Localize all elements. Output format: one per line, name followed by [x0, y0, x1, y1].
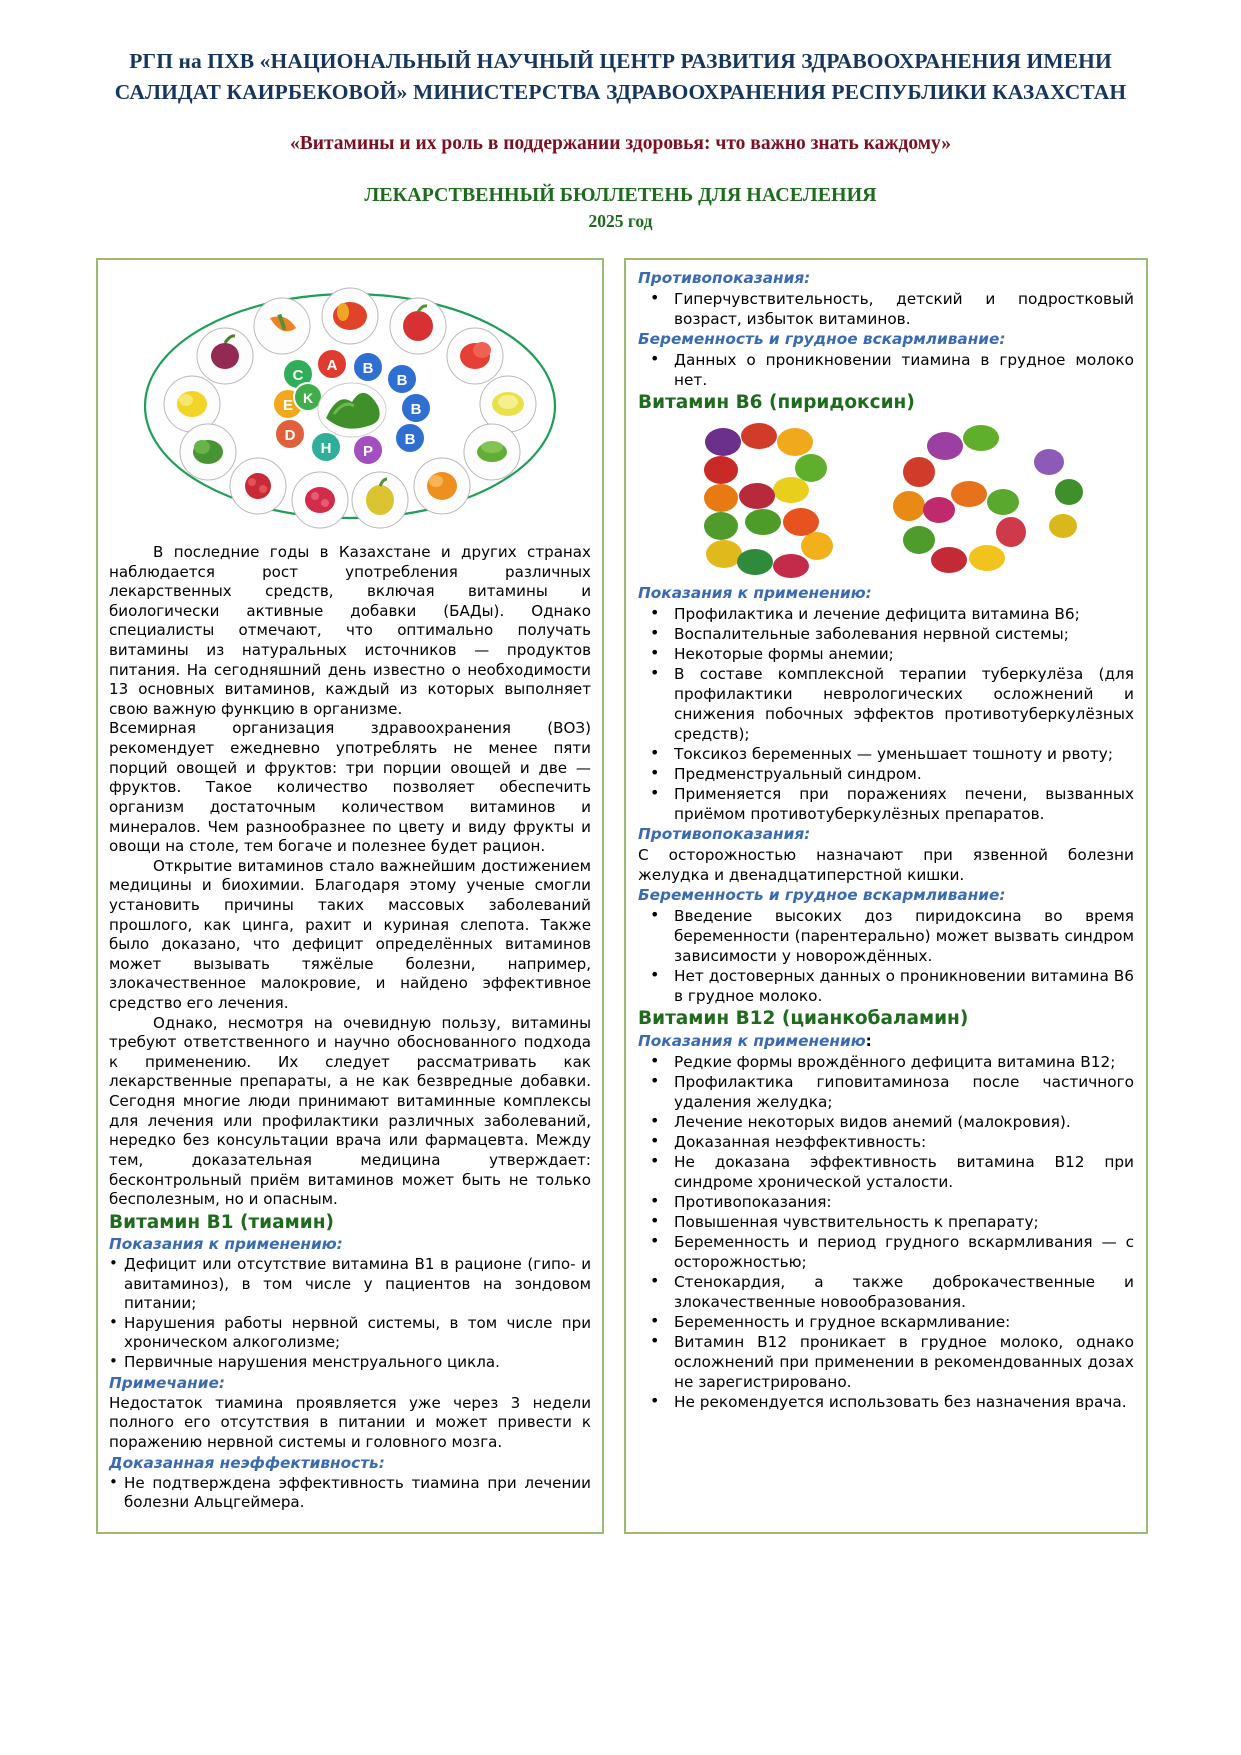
- list-item: • Применяется при поражениях печени, вызванных приёмом противотуберкулёзных препаратов.: [638, 784, 1134, 824]
- list-item: • Воспалительные заболевания нервной системы;: [638, 624, 1134, 644]
- content-columns: [96, 258, 1148, 1534]
- list-item: • Лечение некоторых видов анемий (малокровия).: [638, 1112, 1134, 1132]
- list-item: • Не подтверждена эффективность тиамина при лечении болезни Альцгеймера.: [109, 1474, 591, 1513]
- b1-ineffectiveness-label: Доказанная неэффективность:: [109, 1453, 385, 1472]
- b6-pregnancy-list: [638, 906, 1134, 1006]
- svg-text:E: E: [282, 397, 294, 414]
- list-item: • Противопоказания:: [638, 1192, 1134, 1212]
- list-item: • Токсикоз беременных — уменьшает тошноту и рвоту;: [638, 744, 1134, 764]
- list-item: • Данных о проникновении тиамина в грудное молоко нет.: [638, 350, 1134, 390]
- svg-text:P: P: [362, 443, 374, 460]
- b6-contraindications-text: С осторожностью назначают при язвенной болезни желудка и двенадцатиперстной кишки.: [638, 846, 1134, 885]
- list-item: • Повышенная чувствительность к препарату;: [638, 1212, 1134, 1232]
- organization-title: РГП на ПХВ «НАЦИОНАЛЬНЫЙ НАУЧНЫЙ ЦЕНТР РАЗВИТИЯ ЗДРАВООХРАНЕНИЯ ИМЕНИ САЛИДАТ КАИРБЕКОВОЙ» МИНИСТЕРСТВА ЗДРАВООХРАНЕНИЯ РЕСПУБЛИКИ КАЗАХСТАН: [114, 49, 1127, 105]
- list-item: • Введение высоких доз пиридоксина во время беременности (парентерально) может вызвать синдром зависимости у новорождённых.: [638, 906, 1134, 966]
- page-header: [0, 0, 1241, 232]
- intro-paragraph-3: Открытие витаминов стало важнейшим достижением медицины и биохимии. Благодаря этому ученые смогли установить причины таких массовых заболеваний прошлого, как цинга, рахит и куриная слепота. Также было доказано, что дефицит определённых витаминов может вызывать тяжёлые болезни, например, злокачественное малокровие, и найдено эффективное средство его лечения.: [109, 856, 591, 1013]
- svg-text:K: K: [302, 390, 314, 406]
- bulletin-topic: «Витамины и их роль в поддержании здоровья: что важно знать каждому»: [290, 133, 951, 155]
- b1-note-text: Недостаток тиамина проявляется уже через 3 недели полного его отсутствия в питании и может привести к поражению нервной системы и головного мозга.: [109, 1393, 591, 1451]
- svg-text:C: C: [292, 367, 304, 384]
- vitamin-b12-heading: Витамин В12 (цианкобаламин): [638, 1008, 969, 1030]
- b1-ineffectiveness-list: [109, 1474, 591, 1513]
- b6-food-letters-svg: [651, 418, 1121, 578]
- b1-pregnancy-list: [638, 350, 1134, 390]
- b1-pregnancy-label: Беременность и грудное вскармливание:: [638, 330, 1006, 349]
- list-item: • Не доказана эффективность витамина В12 при синдроме хронической усталости.: [638, 1152, 1134, 1192]
- svg-text:D: D: [284, 427, 296, 444]
- vitamin-b6-heading: Витамин В6 (пиридоксин): [638, 392, 915, 414]
- b12-indications-label: [638, 1032, 1134, 1051]
- svg-text:A: A: [326, 357, 338, 374]
- b6-indications-list: [638, 604, 1134, 824]
- list-item: • Некоторые формы анемии;: [638, 644, 1134, 664]
- list-item: • Дефицит или отсутствие витамина В1 в рационе (гипо- и авитаминоз), в том числе у пациентов на зондовом питании;: [109, 1255, 591, 1314]
- list-item: • Гиперчувствительность, детский и подростковый возраст, избыток витаминов.: [638, 289, 1134, 329]
- list-item: • Беременность и грудное вскармливание:: [638, 1312, 1134, 1332]
- list-item: • Витамин В12 проникает в грудное молоко, однако осложнений при применении в рекомендованных дозах не зарегистрировано.: [638, 1332, 1134, 1392]
- right-column-frame: [624, 258, 1148, 1534]
- bulletin-year: 2025 год: [588, 210, 653, 231]
- svg-text:H: H: [320, 440, 332, 457]
- b12-items-list: [638, 1052, 1134, 1413]
- intro-paragraph-2: Всемирная организация здравоохранения (ВОЗ) рекомендует ежедневно употреблять не менее пяти порций овощей и фруктов: три порции овощей и две — фруктов. Такое количество позволяет обеспечить организм достаточным количеством витаминов и минералов. Чем разнообразнее по цвету и виду фрукты и овощи на столе, тем богаче и полезнее будет рацион.: [109, 719, 591, 856]
- bulletin-kind: ЛЕКАРСТВЕННЫЙ БЮЛЛЕТЕНЬ ДЛЯ НАСЕЛЕНИЯ: [364, 183, 877, 206]
- intro-paragraph-1: В последние годы в Казахстане и других странах наблюдается рост употребления различных лекарственных средств, включая витамины и биологически активные добавки (БАДы). Однако специалисты отмечают, что оптимально получать витамины из натуральных источников — продуктов питания. На сегодняшний день известно о необходимости 13 основных витаминов, каждый из которых выполняет свою важную функцию в организме.: [109, 543, 591, 718]
- list-item: • Не рекомендуется использовать без назначения врача.: [638, 1392, 1134, 1412]
- b1-contraindications-label: Противопоказания:: [638, 269, 811, 287]
- b12-indications-label-text: Показания к применению: [638, 1031, 866, 1050]
- b1-contraindications-list: [638, 289, 1134, 329]
- b6-indications-label: Показания к применению:: [638, 583, 872, 602]
- list-item: • Первичные нарушения менструального цикла.: [109, 1353, 591, 1373]
- b6-contraindications-label: Противопоказания:: [638, 824, 811, 843]
- list-item: • В составе комплексной терапии туберкулёза (для профилактики неврологических осложнений и снижения побочных эффектов противотуберкулёзных средств);: [638, 664, 1134, 744]
- list-item: • Стенокардия, а также доброкачественные и злокачественные новообразования.: [638, 1272, 1134, 1312]
- b6-food-letters-image: [638, 418, 1134, 578]
- b6-pregnancy-label: Беременность и грудное вскармливание:: [638, 886, 1006, 905]
- list-item: • Нарушения работы нервной системы, в том числе при хроническом алкоголизме;: [109, 1314, 591, 1353]
- svg-text:B: B: [396, 372, 408, 389]
- left-column-frame: [96, 258, 604, 1534]
- svg-text:B: B: [404, 431, 416, 448]
- list-item: • Профилактика гиповитаминоза после частичного удаления желудка;: [638, 1072, 1134, 1112]
- b1-indications-label: Показания к применению:: [109, 1234, 343, 1253]
- list-item: • Беременность и период грудного вскармливания — с осторожностью;: [638, 1232, 1134, 1272]
- b1-indications-list: [109, 1255, 591, 1373]
- svg-text:B: B: [410, 401, 422, 418]
- list-item: • Предменструальный синдром.: [638, 764, 1134, 784]
- list-item: • Доказанная неэффективность:: [638, 1132, 1134, 1152]
- vitamin-wheel-svg: [130, 284, 570, 529]
- b12-indications-label-colon: :: [865, 1031, 872, 1050]
- b1-note-label: Примечание:: [109, 1373, 225, 1392]
- list-item: • Профилактика и лечение дефицита витамина В6;: [638, 604, 1134, 624]
- svg-text:B: B: [362, 360, 374, 377]
- list-item: • Нет достоверных данных о проникновении витамина В6 в грудное молоко.: [638, 966, 1134, 1006]
- vitamin-wheel-illustration: [109, 284, 591, 529]
- intro-paragraph-4: Однако, несмотря на очевидную пользу, витамины требуют ответственного и научно обоснованного подхода к применению. Их следует рассматривать как лекарственные препараты, а не как безвредные добавки. Сегодня многие люди принимают витаминные комплексы для лечения или профилактики различных заболеваний, нередко без консультации врача или фармацевта. Между тем, доказательная медицина утверждает: бесконтрольный приём витаминов может быть не только бесполезным, но и опасным.: [109, 1013, 591, 1209]
- list-item: • Редкие формы врождённого дефицита витамина В12;: [638, 1052, 1134, 1072]
- vitamin-b1-heading: Витамин В1 (тиамин): [109, 1211, 334, 1233]
